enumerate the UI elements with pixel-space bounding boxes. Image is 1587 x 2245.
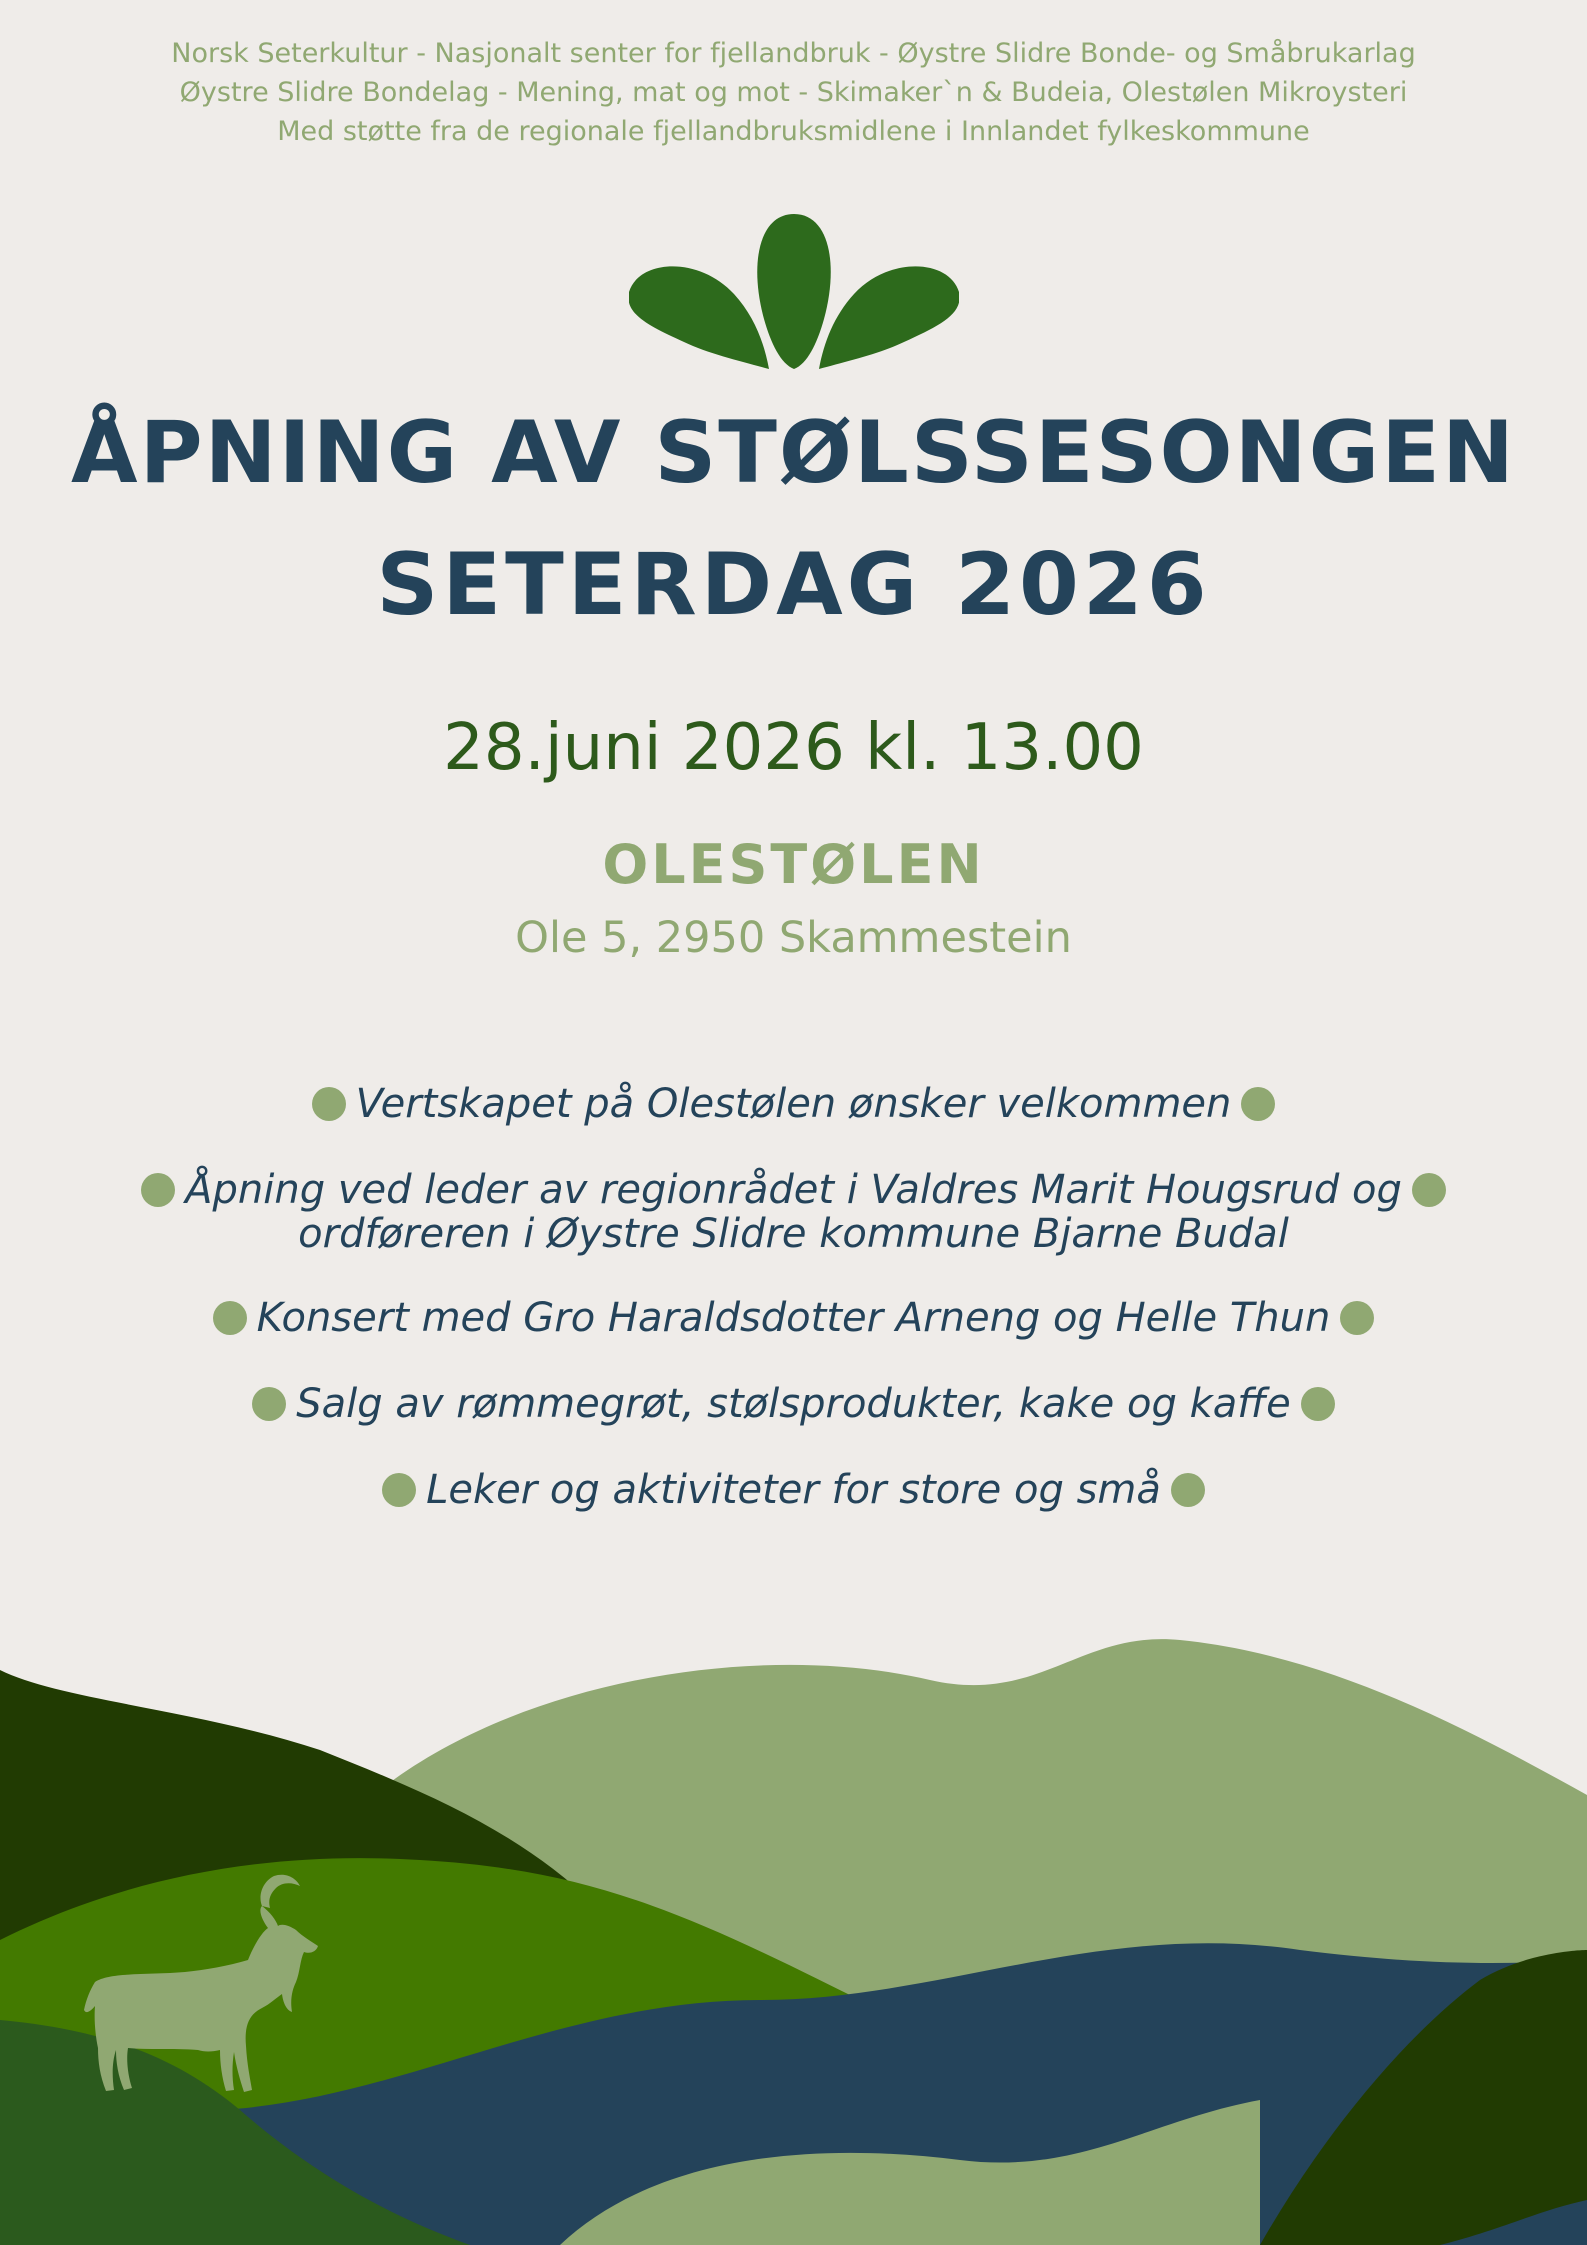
event-date: 28.juni 2026 kl. 13.00 xyxy=(443,711,1144,785)
dot-icon xyxy=(1241,1087,1275,1121)
program-list xyxy=(0,1082,1587,1554)
program-item xyxy=(0,1382,1587,1426)
venue-address: Ole 5, 2950 Skammestein xyxy=(515,913,1072,963)
credit-line: Med støtte fra de regionale fjellandbruksmidlene i Innlandet fylkeskommune xyxy=(277,116,1310,147)
page-title: ÅPNING AV STØLSSESONGEN xyxy=(71,403,1516,503)
credit-line: Norsk Seterkultur - Nasjonalt senter for fjellandbruk - Øystre Slidre Bonde- og Småbrukarlag xyxy=(171,38,1416,69)
dot-icon xyxy=(141,1173,175,1207)
sponsor-credits xyxy=(0,34,1587,151)
dot-icon xyxy=(213,1301,247,1335)
program-item xyxy=(0,1468,1587,1512)
dot-icon xyxy=(1340,1301,1374,1335)
dot-icon xyxy=(312,1087,346,1121)
program-item-text: Leker og aktiviteter for store og små xyxy=(426,1467,1161,1513)
program-item-text: Åpning ved leder av regionrådet i Valdres Marit Hougsrud og xyxy=(185,1167,1402,1213)
dot-icon xyxy=(252,1387,286,1421)
program-item-text: Konsert med Gro Haraldsdotter Arneng og Helle Thun xyxy=(256,1295,1331,1341)
program-item-text: Salg av rømmegrøt, stølsprodukter, kake og kaffe xyxy=(296,1381,1291,1427)
program-item-text: Vertskapet på Olestølen ønsker velkommen xyxy=(355,1081,1232,1127)
program-item xyxy=(0,1168,1587,1256)
landscape-illustration xyxy=(0,1620,1587,2245)
dot-icon xyxy=(1412,1173,1446,1207)
venue-name: OLESTØLEN xyxy=(602,833,985,896)
program-item xyxy=(0,1082,1587,1126)
credit-line: Øystre Slidre Bondelag - Mening, mat og mot - Skimaker`n & Budeia, Olestølen Mikroysteri xyxy=(179,77,1408,108)
dot-icon xyxy=(1171,1473,1205,1507)
page-subtitle: SETERDAG 2026 xyxy=(376,535,1211,635)
program-item xyxy=(0,1296,1587,1340)
three-leaf-icon xyxy=(629,214,959,374)
program-item-text: ordføreren i Øystre Slidre kommune Bjarne Budal xyxy=(298,1211,1289,1257)
dot-icon xyxy=(1301,1387,1335,1421)
dot-icon xyxy=(382,1473,416,1507)
